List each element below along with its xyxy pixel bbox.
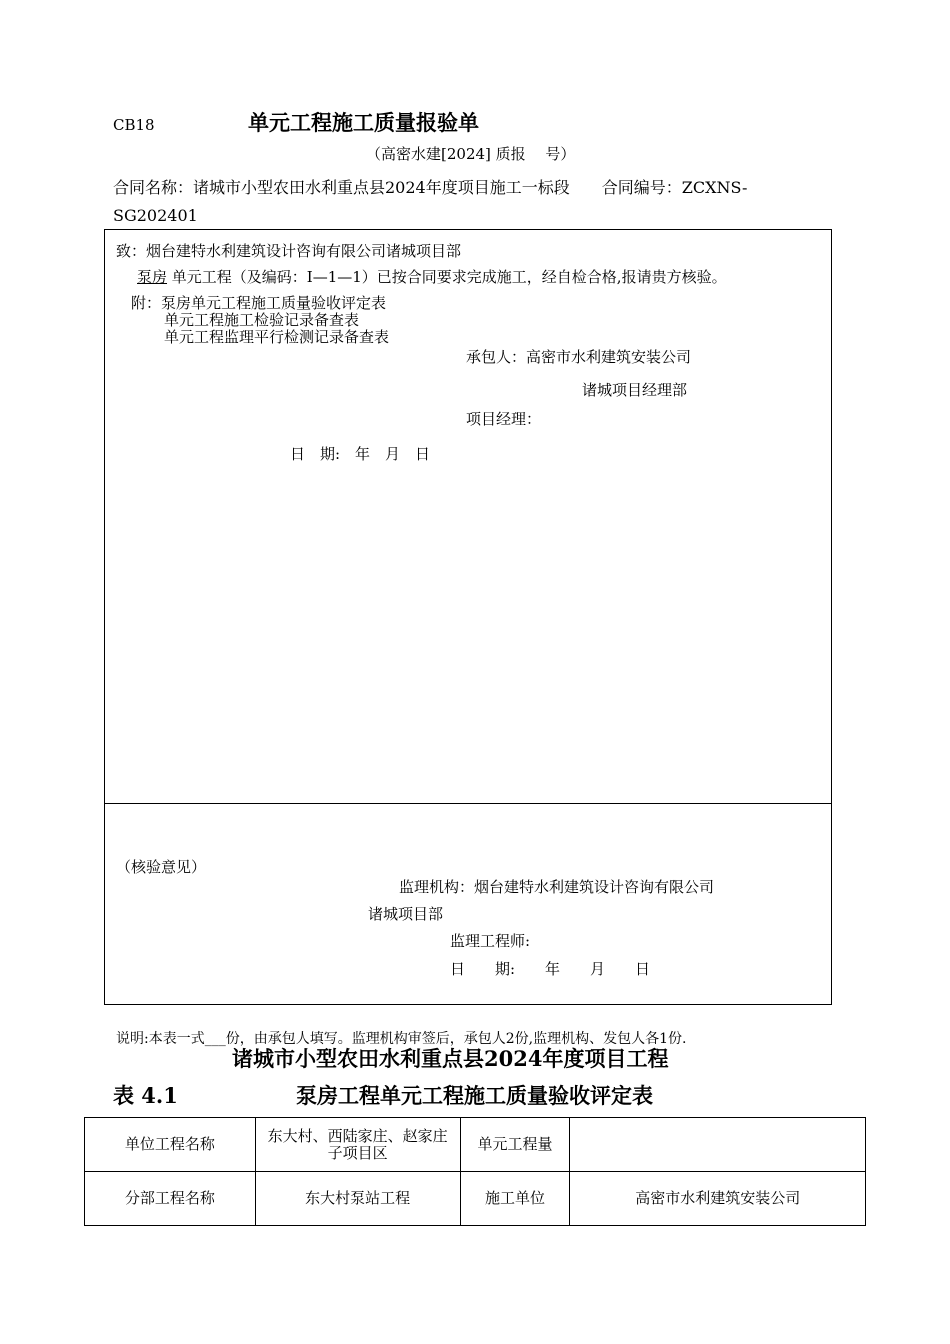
table-cell: 高密市水利建筑安装公司 — [570, 1172, 866, 1226]
contractor-dept: 诸城项目经理部 — [582, 381, 688, 399]
request-body: 单元工程（及编码：Ⅰ—1—1）已按合同要求完成施工，经自检合格,报请贵方核验。 — [171, 268, 727, 286]
divider — [104, 803, 832, 804]
table-number: 表 4.1 — [113, 1083, 178, 1108]
table-cell: 施工单位 — [460, 1172, 570, 1226]
table-row — [85, 1172, 866, 1226]
form-note: 说明:本表一式___份，由承包人填写。监理机构审签后，承包人2份,监理机构、发包人各1份. — [116, 1031, 687, 1047]
project-title: 诸城市小型农田水利重点县2024年度项目工程 — [232, 1046, 669, 1071]
form-title: 单元工程施工质量报验单 — [248, 110, 479, 135]
attachment-1: 附：泵房单元工程施工质量验收评定表 — [131, 294, 387, 312]
table-row — [85, 1118, 866, 1172]
attachment-3: 单元工程监理平行检测记录备查表 — [164, 328, 390, 346]
attachment-2: 单元工程施工检验记录备查表 — [164, 311, 360, 329]
contractor: 承包人：高密市水利建筑安装公司 — [466, 348, 692, 366]
recipient: 致：烟台建特水利建筑设计咨询有限公司诸城项目部 — [116, 242, 462, 260]
request-line — [137, 266, 727, 287]
request-date: 日 期: 年 月 日 — [290, 445, 431, 463]
evaluation-table — [84, 1117, 866, 1226]
supervising-engineer: 监理工程师: — [450, 932, 531, 950]
contract-line-1: 合同名称：诸城市小型农田水利重点县2024年度项目施工一标段 合同编号：ZCXNS- — [113, 178, 748, 197]
unit-name: 泵房 — [137, 268, 168, 286]
table-cell: 东大村泵站工程 — [255, 1172, 460, 1226]
table-title: 泵房工程单元工程施工质量验收评定表 — [296, 1083, 653, 1108]
review-date: 日 期: 年 月 日 — [450, 960, 651, 978]
table-cell: 东大村、西陆家庄、赵家庄子项目区 — [255, 1118, 460, 1172]
supervisor: 监理机构：烟台建特水利建筑设计咨询有限公司 — [399, 878, 715, 896]
table-cell: 单元工程量 — [460, 1118, 570, 1172]
contract-line-2: SG202401 — [113, 206, 198, 225]
project-manager: 项目经理： — [466, 410, 542, 428]
form-subtitle: （高密水建[2024] 质报 号） — [366, 145, 576, 163]
table-cell: 单位工程名称 — [85, 1118, 256, 1172]
review-opinion-label: （核验意见） — [116, 858, 207, 876]
table-cell — [570, 1118, 866, 1172]
supervisor-dept: 诸城项目部 — [368, 905, 444, 923]
form-code: CB18 — [113, 116, 155, 134]
table-cell: 分部工程名称 — [85, 1172, 256, 1226]
